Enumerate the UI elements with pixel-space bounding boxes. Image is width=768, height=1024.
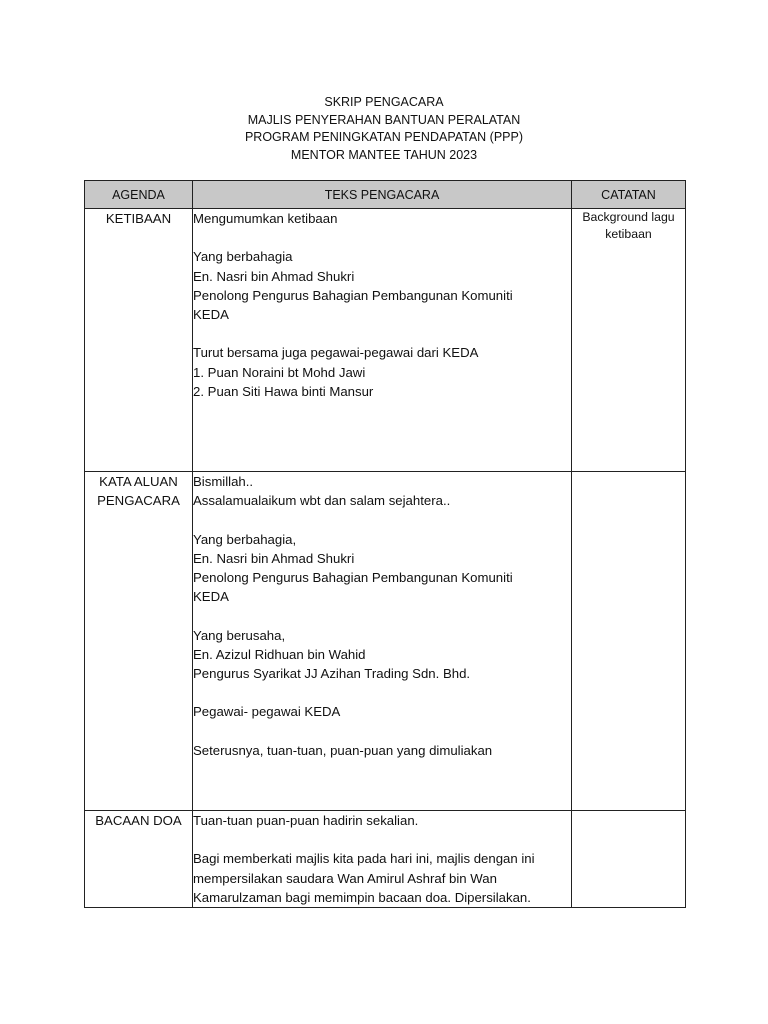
column-header-teks: TEKS PENGACARA <box>193 181 572 209</box>
teks-line: Bismillah.. <box>193 474 254 489</box>
subtitle-line: MENTOR MANTEE TAHUN 2023 <box>290 147 478 162</box>
teks-paragraph <box>193 472 571 510</box>
script-table <box>84 180 686 908</box>
teks-paragraph <box>193 530 571 607</box>
column-header-catatan: CATATAN <box>572 181 686 209</box>
teks-cell <box>193 811 572 908</box>
teks-line: Yang berbahagia <box>193 249 293 265</box>
catatan-line: ketibaan <box>605 226 652 241</box>
teks-line: Yang berbahagia, <box>193 531 297 547</box>
teks-line: KEDA <box>193 589 229 605</box>
agenda-cell <box>85 472 193 811</box>
teks-line: Turut bersama juga pegawai-pegawai dari KEDA <box>193 345 479 361</box>
teks-paragraph <box>193 343 571 401</box>
teks-line: Kamarulzaman bagi memimpin bacaan doa. Dipersilakan. <box>193 889 531 905</box>
subtitle-line: MAJLIS PENYERAHAN BANTUAN PERALATAN <box>247 112 521 127</box>
agenda-cell <box>85 209 193 472</box>
agenda-text: KETIBAAN <box>105 211 172 226</box>
teks-line: Assalamualaikum wbt dan salam sejahtera.. <box>193 493 451 509</box>
catatan-cell <box>572 472 686 811</box>
teks-line: Tuan-tuan puan-puan hadirin sekalian. <box>193 813 419 828</box>
teks-paragraph <box>193 702 571 721</box>
table-row <box>85 472 686 811</box>
teks-line: Penolong Pengurus Bahagian Pembangunan Komuniti <box>193 570 513 585</box>
teks-line: 1. Puan Noraini bt Mohd Jawi <box>193 364 366 380</box>
agenda-cell <box>85 811 193 908</box>
agenda-text: PENGACARA <box>97 493 180 508</box>
teks-line: Yang berusaha, <box>193 627 286 643</box>
document-title <box>0 94 768 164</box>
teks-cell <box>193 209 572 472</box>
teks-line: Bagi memberkati majlis kita pada hari ini, majlis dengan ini <box>193 851 535 867</box>
teks-line: Pengurus Syarikat JJ Azihan Trading Sdn. Bhd. <box>193 666 471 681</box>
table-header-row <box>85 181 686 209</box>
catatan-cell <box>572 811 686 908</box>
teks-cell <box>193 472 572 811</box>
teks-line: mempersilakan saudara Wan Amirul Ashraf bin Wan <box>193 870 497 886</box>
teks-paragraph <box>193 209 571 228</box>
catatan-cell <box>572 209 686 472</box>
table-row <box>85 209 686 472</box>
teks-line: En. Nasri bin Ahmad Shukri <box>193 268 355 284</box>
table-row <box>85 811 686 908</box>
subtitle-line: PROGRAM PENINGKATAN PENDAPATAN (PPP) <box>244 130 524 144</box>
teks-line: Penolong Pengurus Bahagian Pembangunan Komuniti <box>193 287 513 303</box>
teks-line: Seterusnya, tuan-tuan, puan-puan yang dimuliakan <box>193 742 493 758</box>
catatan-line: Background lagu <box>582 210 675 224</box>
teks-paragraph <box>193 247 571 324</box>
column-header-agenda: AGENDA <box>85 181 193 209</box>
agenda-text: BACAAN DOA <box>95 813 182 828</box>
teks-paragraph <box>193 811 571 830</box>
teks-line: Mengumumkan ketibaan <box>193 211 338 226</box>
title-line: SKRIP PENGACARA <box>324 95 444 109</box>
teks-line: En. Azizul Ridhuan bin Wahid <box>193 646 366 662</box>
agenda-text: KATA ALUAN <box>99 474 178 489</box>
teks-line: 2. Puan Siti Hawa binti Mansur <box>193 383 374 399</box>
teks-paragraph <box>193 626 571 684</box>
teks-paragraph <box>193 741 571 760</box>
teks-line: En. Nasri bin Ahmad Shukri <box>193 550 355 566</box>
teks-line: Pegawai- pegawai KEDA <box>193 704 341 720</box>
teks-paragraph <box>193 849 571 907</box>
teks-line: KEDA <box>193 307 229 322</box>
